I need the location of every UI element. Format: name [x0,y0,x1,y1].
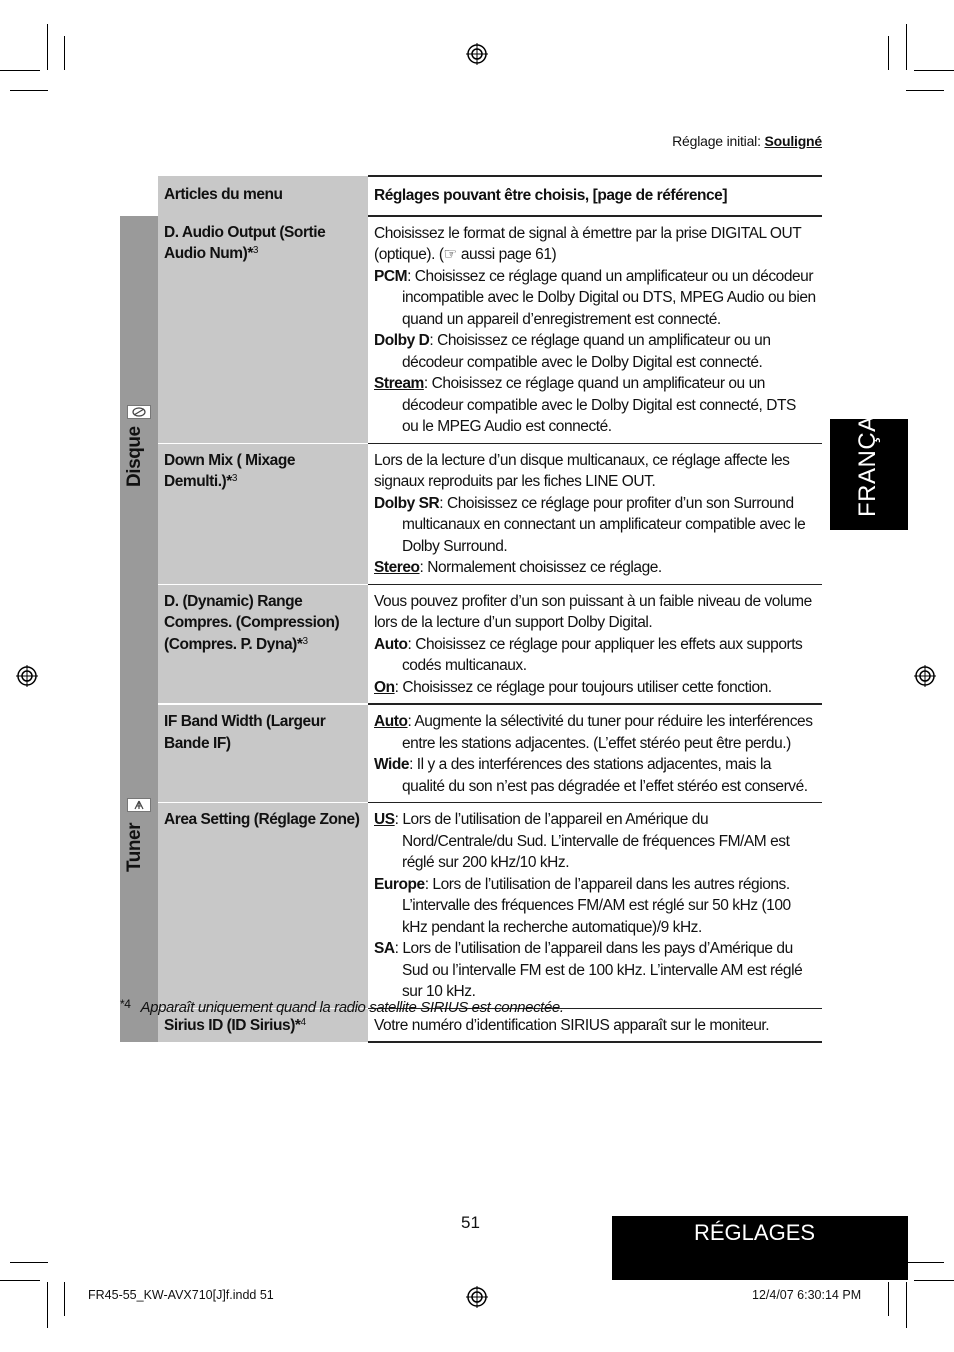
table-row [120,216,822,444]
column-header-item: Articles du menu [158,176,368,216]
registration-mark-icon [466,43,488,65]
setting-description: US: Lors de l’utilisation de l’appareil en Amérique du Nord/Centrale/du Sud. L’intervalle de fréquences FM/AM est réglé sur 200 kHz/10 kHz. Europe: Lors de l’utilisation de l’appareil dans les autres régions. L’intervalle des fréquences FM/AM est réglé sur 50 kHz (100 kHz pendant la recherche automatique)/9 kHz. SA: Lors de l’utilisation de l’appareil dans les pays d’Amérique du Sud ou l’intervalle FM est de 100 kHz. L’intervalle AM est réglé sur 10 kHz. [368,803,822,1009]
table-row [120,443,822,584]
setting-description: Lors de la lecture d’un disque multicanaux, ce réglage affecte les signaux reproduits par les fiches LINE OUT. Dolby SR: Choisissez ce réglage pour profiter d’un son Surround multicanaux en connectant un amplificateur compatible avec le Dolby Surround. Stereo: Normalement choisissez ce réglage. [368,443,822,584]
setting-description: Vous pouvez profiter d’un son puissant à un faible niveau de volume lors de la lecture d’un support Dolby Digital. Auto: Choisissez ce réglage pour appliquer les effets aux supports codés multicanaux. On: Choisissez ce réglage pour toujours utiliser cette fonction. [368,584,822,704]
menu-item-sirius-id: Sirius ID (ID Sirius)*$^4$ [158,1008,368,1042]
section-tab-disque [120,216,158,705]
menu-item-if-band: IF Band Width (Largeur Bande IF) [158,704,368,803]
menu-item-area-setting: Area Setting (Réglage Zone) [158,803,368,1009]
column-header-settings: Réglages pouvant être choisis, [page de référence] [368,176,822,216]
antenna-icon [127,798,151,812]
table-row [120,704,822,803]
menu-item-dynamic-range: D. (Dynamic) Range Compres. (Compression) (Compres. P. Dyna)*$^3$ [158,584,368,704]
section-label-tuner: Tuner [124,822,145,872]
page-number: 51 [461,1213,480,1232]
registration-mark-icon [466,1286,488,1308]
table-row [120,803,822,1009]
initial-setting-note: Réglage initial: Souligné [672,133,822,149]
setting-description: Votre numéro d’identification SIRIUS apparaît sur le moniteur. [368,1008,822,1042]
slug-file: FR45-55_KW-AVX710[J]f.indd 51 [88,1288,274,1302]
table-row [120,584,822,704]
language-tab: FRANÇAIS [830,419,908,530]
menu-item-down-mix: Down Mix ( Mixage Demulti.)*$^3$ [158,443,368,584]
footnote: $^{*4}$ Apparaît uniquement quand la radio satellite SIRIUS est connectée. [120,997,564,1016]
setting-description: Auto: Augmente la sélectivité du tuner pour réduire les interférences entre les stations adjacentes. (L’effet stéréo peut être perdu.) Wide: Il y a des interférences des stations adjacentes, mais la qualité du son n’est pas dégradée et l’effet stéréo est conservé. [368,704,822,803]
settings-table [120,175,822,1043]
table-header-row [120,176,822,216]
section-bar: RÉGLAGES [612,1216,908,1280]
slug-date: 12/4/07 6:30:14 PM [752,1288,862,1302]
setting-description: Choisissez le format de signal à émettre par la prise DIGITAL OUT (optique). (☞ aussi page 61) PCM: Choisissez ce réglage quand un amplificateur ou un décodeur incompatible avec le Dolby Digital ou DTS, MPEG Audio ou bien quand un appareil d’enregistrement est connecté. Dolby D: Choisissez ce réglage quand un amplificateur ou un décodeur compatible avec le Dolby Digital est connecté. Stream: Choisissez ce réglage quand un amplificateur ou un décodeur compatible avec le Dolby Digital est connecté, DTS ou le MPEG Audio est connecté. [368,216,822,444]
menu-item-audio-output: D. Audio Output (Sortie Audio Num)*$^3$ [158,216,368,444]
registration-mark-icon [16,665,38,687]
disc-icon [127,405,151,419]
registration-mark-icon [914,665,936,687]
section-tab-tuner [120,704,158,1042]
section-label-disque: Disque [124,425,145,487]
